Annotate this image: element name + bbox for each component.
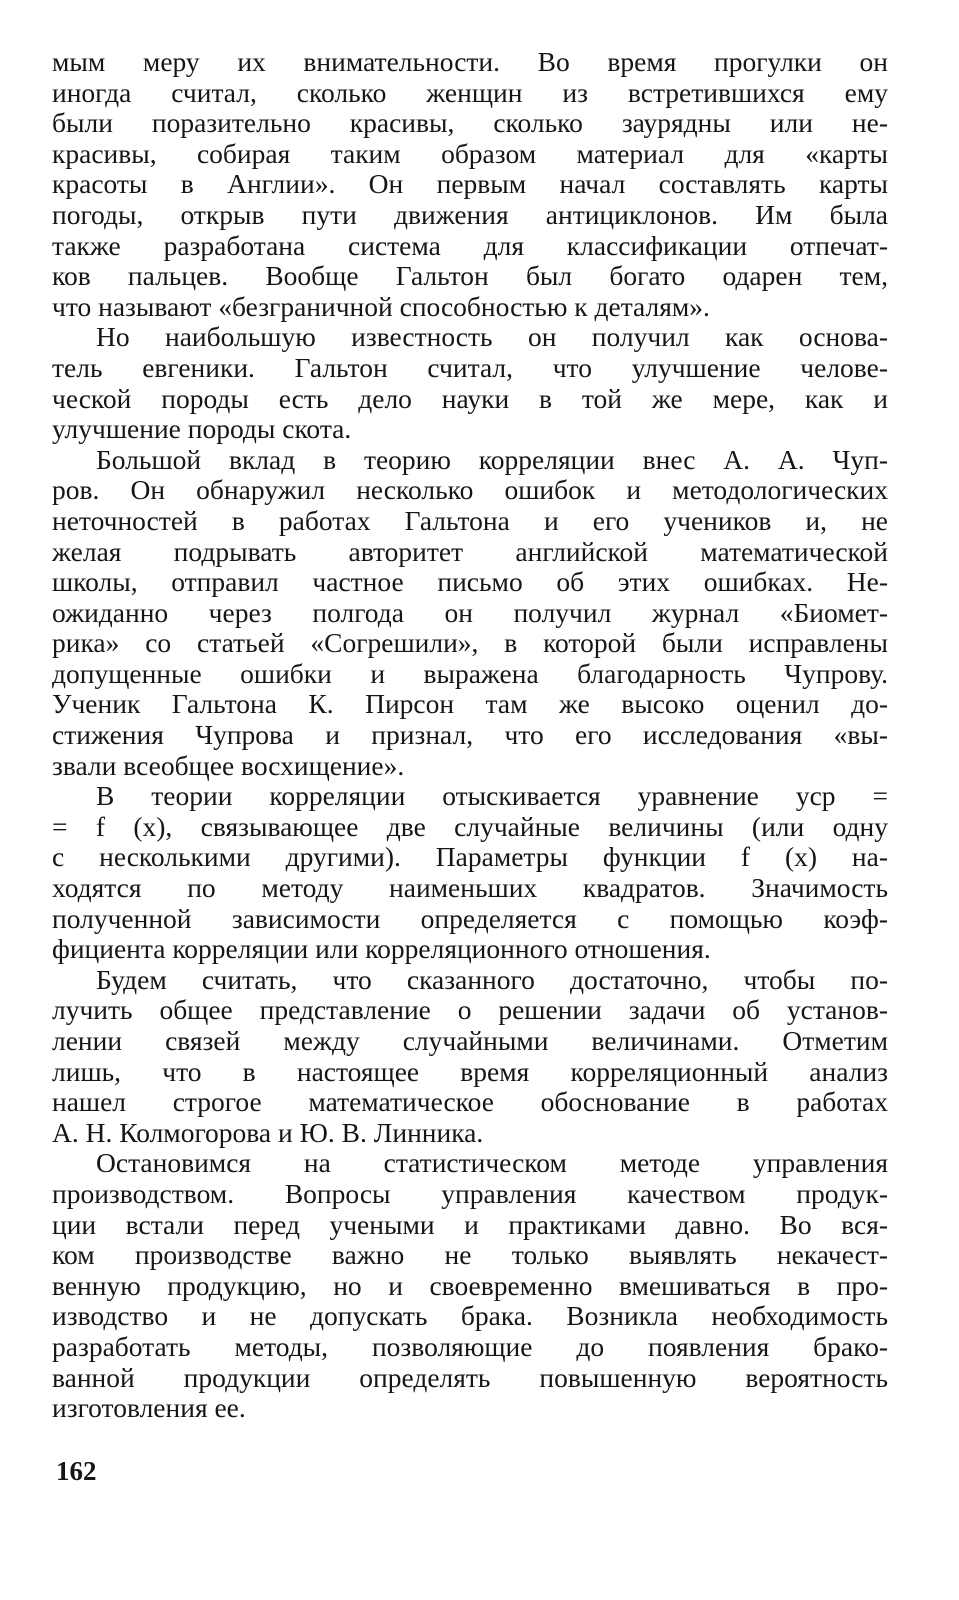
text-line: неточностей в работах Гальтона и его учеников и, не	[52, 504, 888, 536]
text-line: полученной зависимости определяется с помощью коэф-	[52, 902, 888, 934]
text-line: улучшение породы скота.	[52, 413, 352, 445]
text-line: нашел строгое математическое обоснование в работах	[52, 1086, 888, 1118]
text-line: Но наибольшую известность он получил как основа-	[96, 321, 888, 353]
text-line: допущенные ошибки и выражена благодарность Чупрову.	[52, 657, 888, 689]
text-line: ожиданно через полгода он получил журнал «Биомет-	[52, 596, 888, 628]
text-line: Остановимся на статистическом методе управления	[96, 1147, 888, 1179]
text-line: школы, отправил частное письмо об этих ошибках. Не-	[52, 566, 888, 598]
text-line: погоды, открыв пути движения антициклонов. Им была	[52, 198, 888, 230]
text-line: мым меру их внимательности. Во время прогулки он	[52, 46, 888, 77]
text-line: изготовления ее.	[52, 1392, 246, 1424]
text-line: были поразительно красивы, сколько заурядны или не-	[52, 107, 888, 139]
text-line: иногда считал, сколько женщин из встретившихся ему	[52, 76, 888, 108]
page-number: 162	[56, 1456, 97, 1486]
page-body	[52, 47, 888, 1424]
text-line: фициента корреляции или корреляционного отношения.	[52, 933, 711, 965]
text-line: что называют «безграничной способностью к деталям».	[52, 290, 710, 322]
text-line: лучить общее представление о решении задачи об установ-	[52, 994, 888, 1026]
text-line: производством. Вопросы управления качеством продук-	[52, 1177, 888, 1209]
text-line: Будем считать, что сказанного достаточно, чтобы по-	[96, 963, 888, 995]
text-line: ходятся по методу наименьших квадратов. Значимость	[52, 872, 888, 904]
text-line: стижения Чупрова и признал, что его исследования «вы-	[52, 719, 888, 751]
text-line: ком производстве важно не только выявлять некачест-	[52, 1239, 888, 1271]
paragraph	[52, 322, 888, 444]
paragraph	[52, 781, 888, 965]
text-line: звали всеобщее восхищение».	[52, 749, 405, 781]
text-line: изводство и не допускать брака. Возникла необходимость	[52, 1300, 888, 1332]
text-line: ков пальцев. Вообще Гальтон был богато одарен тем,	[52, 260, 888, 292]
text-line: Большой вклад в теорию корреляции внес А. А. Чуп-	[96, 443, 888, 475]
text-line: красоты в Англии». Он первым начал составлять карты	[52, 168, 888, 200]
text-line: ванной продукции определять повышенную вероятность	[52, 1361, 888, 1393]
text-line: Ученик Гальтона К. Пирсон там же высоко оценил до-	[52, 688, 888, 720]
text-line: венную продукцию, но и своевременно вмешиваться в про-	[52, 1269, 888, 1301]
text-line: также разработана система для классификации отпечат-	[52, 229, 888, 261]
text-line: рика» со статьей «Согрешили», в которой были исправлены	[52, 627, 888, 659]
text-line: А. Н. Колмогорова и Ю. В. Линника.	[52, 1116, 484, 1148]
paragraph	[52, 445, 888, 782]
paragraph	[52, 1148, 888, 1423]
text-line: лишь, что в настоящее время корреляционный анализ	[52, 1055, 888, 1087]
text-line: = f (x), связывающее две случайные величины (или одну	[52, 810, 888, 842]
text-line: желая подрывать авторитет английской математической	[52, 535, 888, 567]
text-line: тель евгеники. Гальтон считал, что улучшение челове-	[52, 351, 888, 383]
paragraph	[52, 47, 888, 322]
text-line: красивы, собирая таким образом материал для «карты	[52, 137, 888, 169]
text-line: ции встали перед учеными и практиками давно. Во вся-	[52, 1208, 888, 1240]
text-line: ческой породы есть дело науки в той же мере, как и	[52, 382, 888, 414]
text-line: В теории корреляции отыскивается уравнение yср =	[96, 780, 888, 812]
text-line: разработать методы, позволяющие до появления брако-	[52, 1330, 888, 1362]
text-line: с несколькими другими). Параметры функции f (x) на-	[52, 841, 888, 873]
text-line: ров. Он обнаружил несколько ошибок и методологических	[52, 474, 888, 506]
paragraph	[52, 965, 888, 1149]
text-line: лении связей между случайными величинами. Отметим	[52, 1025, 888, 1056]
